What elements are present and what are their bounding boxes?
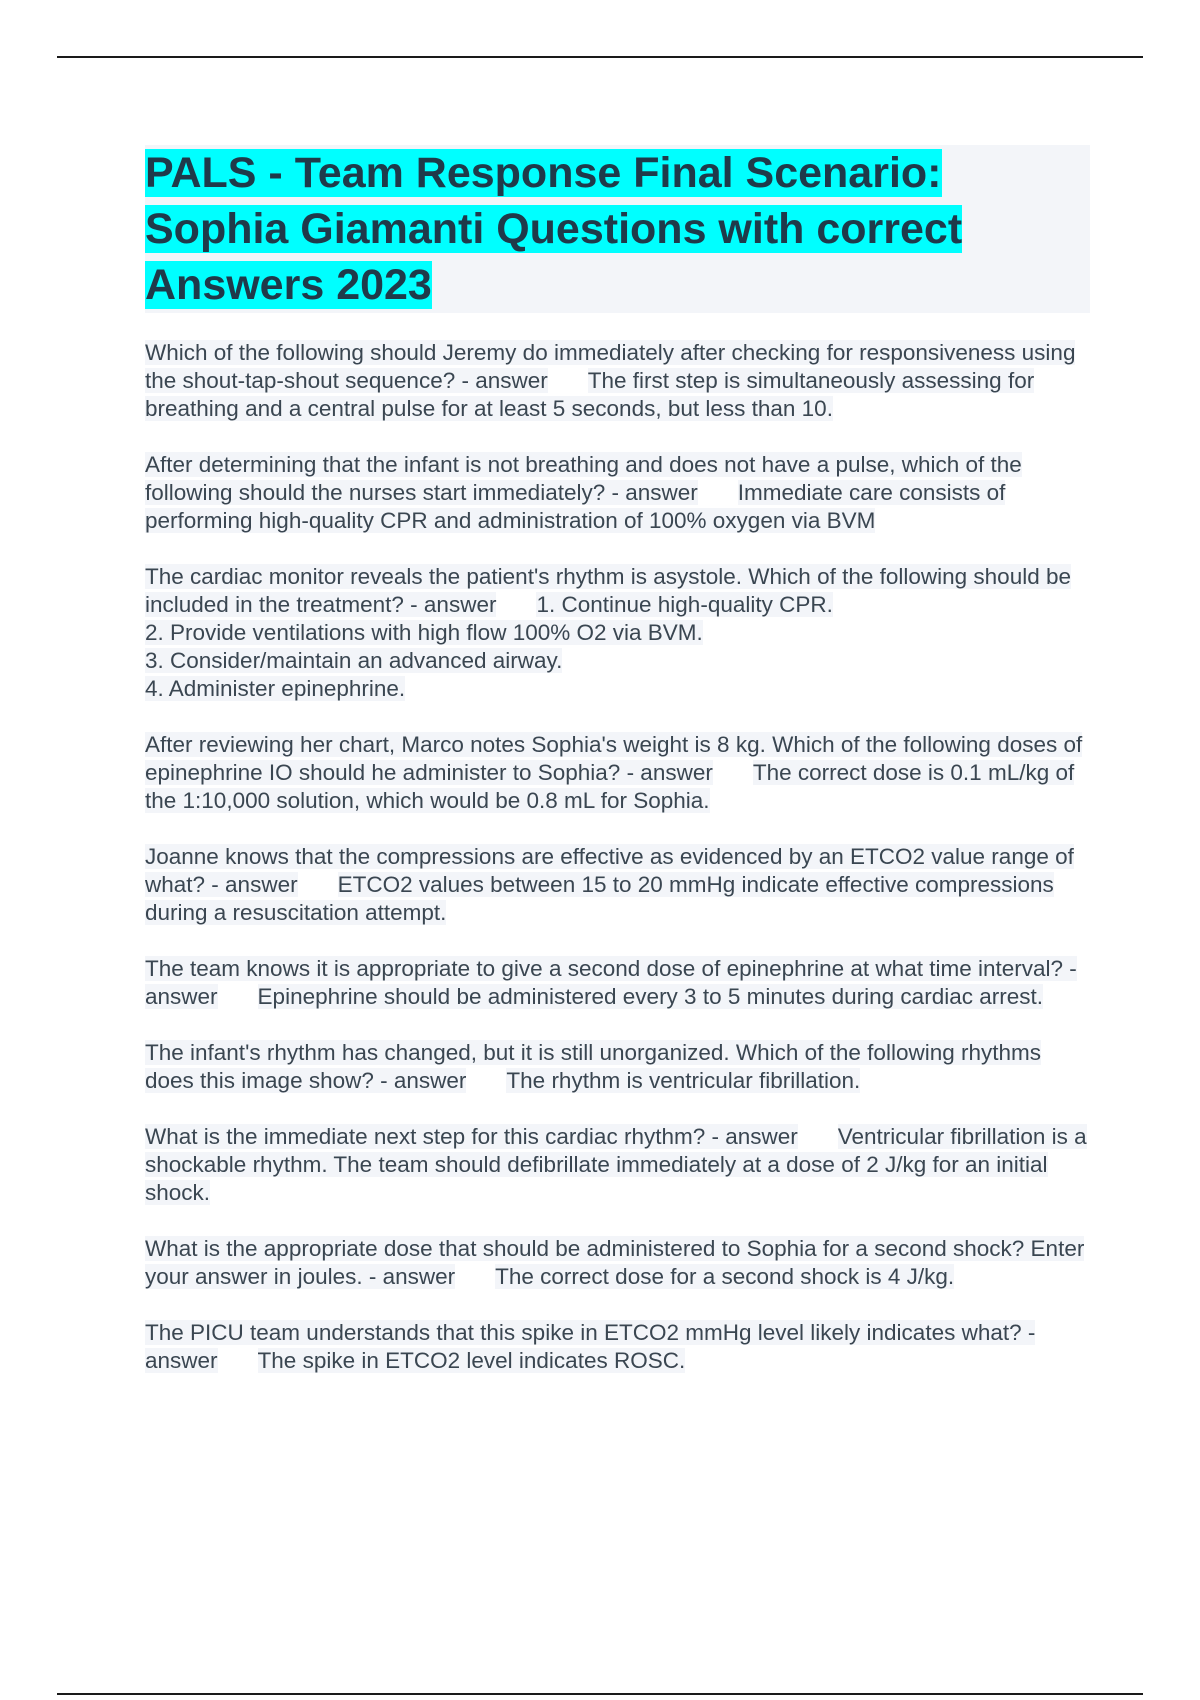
answer-separator: - answer <box>605 480 698 505</box>
qa-item <box>145 1235 1090 1291</box>
answer-text: 1. Continue high-quality CPR. 2. Provide ventilations with high flow 100% O2 via BVM. 3. Consider/maintain an advanced airway. 4. Administer epinephrine. <box>145 592 833 701</box>
qa-item <box>145 563 1090 703</box>
question-text: Which of the following should Jeremy do immediately after checking for responsiveness using the shout-tap-shout sequence? <box>145 340 1076 393</box>
answer-separator: - answer <box>145 1320 1036 1373</box>
document-body <box>145 145 1090 1403</box>
answer-text: The first step is simultaneously assessing for breathing and a central pulse for at least 5 seconds, but less than 10. <box>145 368 1035 421</box>
answer-text: The correct dose is 0.1 mL/kg of the 1:10,000 solution, which would be 0.8 mL for Sophia. <box>145 760 1075 813</box>
question-text: The PICU team understands that this spike in ETCO2 mmHg level likely indicates what? <box>145 1320 1022 1345</box>
qa-item <box>145 1319 1090 1375</box>
qa-item <box>145 731 1090 815</box>
answer-separator: - answer <box>362 1264 456 1289</box>
question-text: The cardiac monitor reveals the patient's rhythm is asystole. Which of the following should be included in the treatment? <box>145 564 1071 617</box>
question-text: What is the appropriate dose that should be administered to Sophia for a second shock? Enter your answer in joules. <box>145 1236 1085 1289</box>
answer-text: The correct dose for a second shock is 4 J/kg. <box>495 1264 955 1289</box>
answer-separator: - answer <box>403 592 497 617</box>
question-text: Joanne knows that the compressions are effective as evidenced by an ETCO2 value range of what? <box>145 844 1074 897</box>
title-block <box>145 145 1090 313</box>
answer-text: Immediate care consists of performing high-quality CPR and administration of 100% oxygen via BVM <box>145 480 1006 533</box>
answer-separator: - answer <box>705 1124 798 1149</box>
page-top-rule <box>57 56 1143 58</box>
qa-item <box>145 451 1090 535</box>
question-text: The team knows it is appropriate to give a second dose of epinephrine at what time interval? <box>145 956 1064 981</box>
qa-item <box>145 955 1090 1011</box>
answer-text: Ventricular fibrillation is a shockable rhythm. The team should defibrillate immediately at a dose of 2 J/kg for an initial shock. <box>145 1124 1087 1205</box>
answer-separator: - answer <box>373 1068 467 1093</box>
qa-item <box>145 1123 1090 1207</box>
qa-item <box>145 843 1090 927</box>
answer-separator: - answer <box>620 760 713 785</box>
qa-list <box>145 339 1090 1375</box>
qa-item <box>145 339 1090 423</box>
qa-item <box>145 1039 1090 1095</box>
question-text: After reviewing her chart, Marco notes Sophia's weight is 8 kg. Which of the following doses of epinephrine IO should he administer to Sophia? <box>145 732 1083 785</box>
page-bottom-rule <box>57 1693 1143 1695</box>
answer-separator: - answer <box>145 956 1077 1009</box>
answer-text: The rhythm is ventricular fibrillation. <box>506 1068 861 1093</box>
answer-separator: - answer <box>455 368 548 393</box>
question-text: After determining that the infant is not breathing and does not have a pulse, which of the following should the nurses start immediately? <box>145 452 1022 505</box>
question-text: The infant's rhythm has changed, but it is still unorganized. Which of the following rhythms does this image show? <box>145 1040 1041 1093</box>
answer-text: ETCO2 values between 15 to 20 mmHg indicate effective compressions during a resuscitation attempt. <box>145 872 1054 925</box>
question-text: What is the immediate next step for this cardiac rhythm? <box>145 1124 706 1149</box>
answer-separator: - answer <box>205 872 298 897</box>
answer-text: The spike in ETCO2 level indicates ROSC. <box>257 1348 686 1373</box>
document-title: PALS - Team Response Final Scenario: Sophia Giamanti Questions with correct Answers 2023 <box>145 149 963 309</box>
answer-text: Epinephrine should be administered every 3 to 5 minutes during cardiac arrest. <box>257 984 1043 1009</box>
